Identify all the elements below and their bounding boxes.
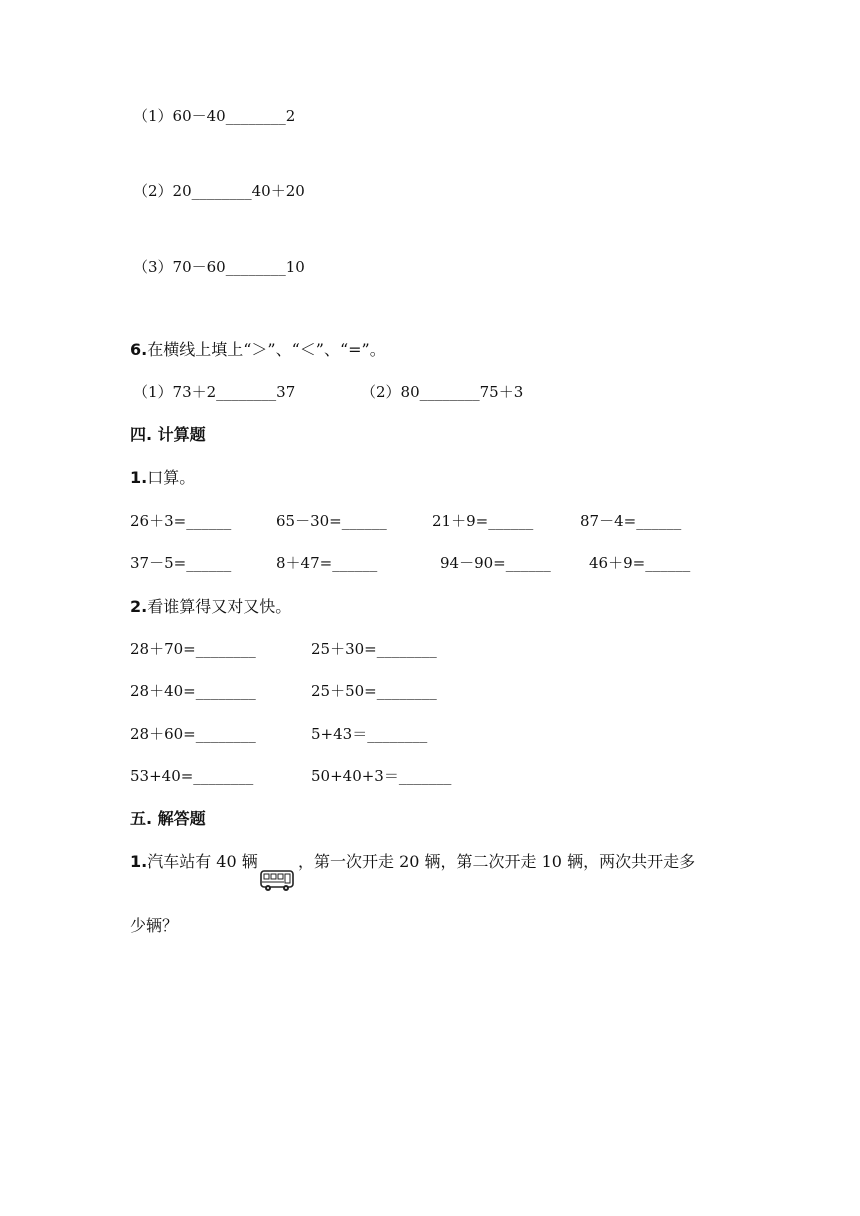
question-6 xyxy=(130,339,386,361)
bus-icon xyxy=(260,868,294,894)
q6-item-1: （1）73＋2________37 xyxy=(133,383,296,401)
calc-item: 53+40=________ xyxy=(130,767,254,785)
oral-calc-item: 26＋3=______ xyxy=(130,512,232,530)
oral-calc-item: 94－90=______ xyxy=(440,554,551,572)
oral-calc-item: 65－30=______ xyxy=(276,512,387,530)
compare-item-2: （2）20________40＋20 xyxy=(133,182,305,200)
oral-calc-item: 21＋9=______ xyxy=(432,512,534,530)
calc-item: 25＋50=________ xyxy=(311,682,437,700)
q6-item-2: （2）80________75＋3 xyxy=(361,383,524,401)
question-text: 看谁算得又对又快。 xyxy=(147,597,292,616)
calc-item: 28＋60=________ xyxy=(130,725,256,743)
section-4-question-1 xyxy=(130,467,195,489)
calc-item: 50+40+3＝_______ xyxy=(311,767,452,785)
calc-item: 25＋30=________ xyxy=(311,640,437,658)
oral-calc-item: 37－5=______ xyxy=(130,554,232,572)
section-5-question-1-line-b: ，第一次开走 20 辆，第二次开走 10 辆，两次共开走多 xyxy=(298,852,696,871)
question-number: 1. xyxy=(130,852,148,871)
calc-item: 5+43＝________ xyxy=(311,725,428,743)
compare-item-1: （1）60－40________2 xyxy=(133,107,296,125)
compare-item-3: （3）70－60________10 xyxy=(133,258,305,276)
oral-calc-item: 87－4=______ xyxy=(580,512,682,530)
section-4-question-2 xyxy=(130,596,291,618)
section-5-question-1-line-a xyxy=(130,851,258,873)
section-5-title: 五. 解答题 xyxy=(130,809,206,828)
question-number: 1. xyxy=(130,468,148,487)
calc-item: 28＋40=________ xyxy=(130,682,256,700)
calc-item: 28＋70=________ xyxy=(130,640,256,658)
question-text: 在横线上填上“＞”、“＜”、“=”。 xyxy=(147,340,386,359)
question-text: 汽车站有 40 辆 xyxy=(147,852,258,871)
section-5-question-1-line-c: 少辆？ xyxy=(130,916,179,935)
section-4-title: 四. 计算题 xyxy=(130,425,206,444)
question-number: 2. xyxy=(130,597,148,616)
question-number: 6. xyxy=(130,340,148,359)
oral-calc-item: 8＋47=______ xyxy=(276,554,378,572)
question-text: 口算。 xyxy=(147,468,196,487)
oral-calc-item: 46＋9=______ xyxy=(589,554,691,572)
